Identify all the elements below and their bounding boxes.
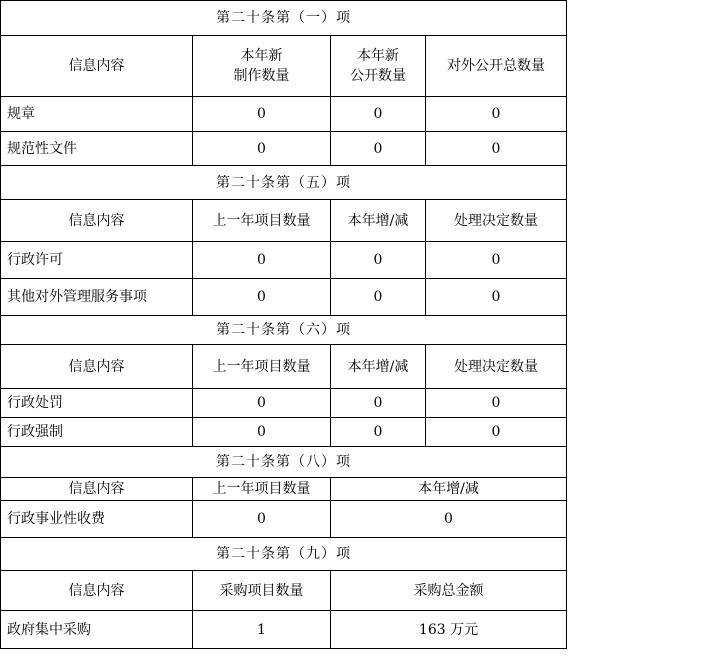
header-cell: 本年新 公开数量 bbox=[331, 36, 426, 97]
cell-value: 1 bbox=[193, 611, 331, 649]
header-row bbox=[1, 345, 567, 389]
cell-value: 0 bbox=[426, 97, 567, 132]
row-label: 规章 bbox=[1, 97, 193, 132]
table-row bbox=[1, 97, 567, 132]
header-cell: 对外公开总数量 bbox=[426, 36, 567, 97]
section-title: 第二十条第（一）项 bbox=[1, 1, 567, 36]
header-cell: 上一年项目数量 bbox=[193, 200, 331, 242]
header-cell: 本年增/减 bbox=[331, 345, 426, 389]
section-title: 第二十条第（五）项 bbox=[1, 166, 567, 200]
section-title-row bbox=[1, 447, 567, 478]
table-row bbox=[1, 132, 567, 166]
cell-value: 0 bbox=[331, 501, 567, 538]
cell-value: 0 bbox=[193, 501, 331, 538]
header-cell: 上一年项目数量 bbox=[193, 478, 331, 501]
header-cell: 信息内容 bbox=[1, 345, 193, 389]
cell-value: 0 bbox=[331, 279, 426, 316]
table-row bbox=[1, 279, 567, 316]
section-title-row bbox=[1, 316, 567, 345]
cell-value: 0 bbox=[193, 389, 331, 418]
header-row bbox=[1, 478, 567, 501]
row-label: 其他对外管理服务事项 bbox=[1, 279, 193, 316]
cell-value: 0 bbox=[426, 132, 567, 166]
header-row bbox=[1, 571, 567, 611]
header-cell: 信息内容 bbox=[1, 36, 193, 97]
section-title-row bbox=[1, 1, 567, 36]
cell-value: 0 bbox=[193, 279, 331, 316]
cell-value: 0 bbox=[331, 132, 426, 166]
cell-value: 0 bbox=[193, 132, 331, 166]
cell-value: 0 bbox=[426, 242, 567, 279]
header-cell: 信息内容 bbox=[1, 478, 193, 501]
table-row bbox=[1, 611, 567, 649]
header-cell: 处理决定数量 bbox=[426, 200, 567, 242]
cell-value: 163 万元 bbox=[331, 611, 567, 649]
table-row bbox=[1, 501, 567, 538]
section-title-row bbox=[1, 538, 567, 571]
cell-value: 0 bbox=[331, 418, 426, 447]
section-title-row bbox=[1, 166, 567, 200]
header-cell: 信息内容 bbox=[1, 571, 193, 611]
header-cell: 信息内容 bbox=[1, 200, 193, 242]
section-title: 第二十条第（八）项 bbox=[1, 447, 567, 478]
header-cell: 采购总金额 bbox=[331, 571, 567, 611]
cell-value: 0 bbox=[193, 242, 331, 279]
cell-value: 0 bbox=[331, 97, 426, 132]
row-label: 行政事业性收费 bbox=[1, 501, 193, 538]
header-cell: 采购项目数量 bbox=[193, 571, 331, 611]
header-cell: 本年增/减 bbox=[331, 200, 426, 242]
table-row bbox=[1, 242, 567, 279]
header-row bbox=[1, 200, 567, 242]
header-cell: 上一年项目数量 bbox=[193, 345, 331, 389]
table-row bbox=[1, 389, 567, 418]
table-row bbox=[1, 418, 567, 447]
section-title: 第二十条第（六）项 bbox=[1, 316, 567, 345]
header-cell: 本年增/减 bbox=[331, 478, 567, 501]
cell-value: 0 bbox=[426, 279, 567, 316]
header-cell: 处理决定数量 bbox=[426, 345, 567, 389]
row-label: 规范性文件 bbox=[1, 132, 193, 166]
cell-value: 0 bbox=[426, 418, 567, 447]
row-label: 行政强制 bbox=[1, 418, 193, 447]
cell-value: 0 bbox=[193, 97, 331, 132]
cell-value: 0 bbox=[331, 389, 426, 418]
cell-value: 0 bbox=[331, 242, 426, 279]
row-label: 行政处罚 bbox=[1, 389, 193, 418]
cell-value: 0 bbox=[426, 389, 567, 418]
row-label: 政府集中采购 bbox=[1, 611, 193, 649]
row-label: 行政许可 bbox=[1, 242, 193, 279]
cell-value: 0 bbox=[193, 418, 331, 447]
header-cell: 本年新 制作数量 bbox=[193, 36, 331, 97]
header-row bbox=[1, 36, 567, 97]
section-title: 第二十条第（九）项 bbox=[1, 538, 567, 571]
